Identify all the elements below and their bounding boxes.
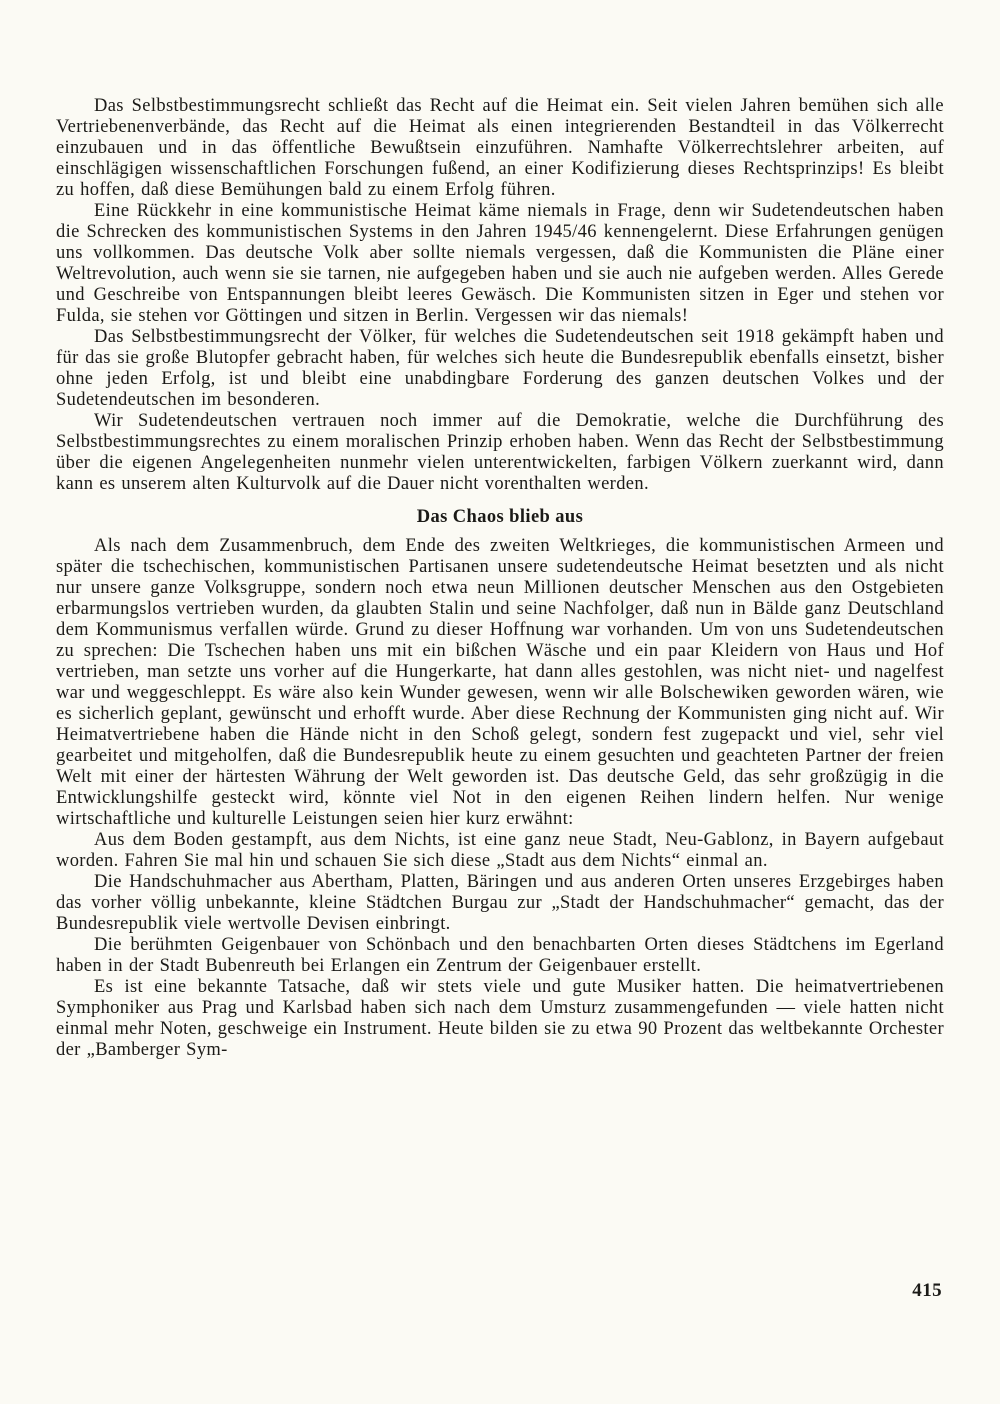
section-heading: Das Chaos blieb aus [416, 507, 584, 527]
paragraph-neu-gablonz: Aus dem Boden gestampft, aus dem Nichts, ist eine ganz neue Stadt, Neu-Gablonz, in Bayern aufgebaut worden. Fahren Sie mal hin und schauen Sie sich diese „Stadt aus dem Nichts“ einmal an. [56, 830, 944, 871]
paragraph-voelkerrecht-1918: Das Selbstbestimmungsrecht der Völker, für welches die Sudetendeutschen seit 1918 gekämpft haben und für das sie große Blutopfer gebracht haben, für welches sich heute die Bundesrepublik ebenfalls einsetzt, bisher ohne jeden Erfolg, ist und bleibt eine unabdingbare Forderung des ganzen deutschen Volkes und der Sudetendeutschen im besonderen. [56, 327, 944, 410]
paragraph-zusammenbruch: Als nach dem Zusammenbruch, dem Ende des zweiten Weltkrieges, die kommunistischen Armeen und später die tschechischen, kommunistischen Partisanen unsere sudetendeutsche Heimat besetzten und als nicht nur unsere ganze Volksgruppe, sondern noch etwa neun Millionen deutscher Menschen aus den Ostgebieten erbarmungslos vertrieben wurden, da glaubten Stalin und seine Nachfolger, daß nun in Bälde ganz Deutschland dem Kommunismus verfallen würde. Grund zu dieser Hoffnung war vorhanden. Um von uns Sudetendeutschen zu sprechen: Die Tschechen haben uns mit ein bißchen Wäsche und ein paar Kleidern von Haus und Hof vertrieben, man setzte uns vorher auf die Hungerkarte, hat dann alles gestohlen, was nicht niet- und nagelfest war und weggeschleppt. Es wäre also kein Wunder gewesen, wenn wir alle Bolschewiken geworden wären, wie es sicherlich geplant, gewünscht und erhofft wurde. Aber diese Rechnung der Kommunisten ging nicht auf. Wir Heimatvertriebene haben die Hände nicht in den Schoß gelegt, sondern fest zugepackt und viel, sehr viel gearbeitet und mitgeholfen, daß die Bundesrepublik heute zu einem gesuchten und geachteten Partner der freien Welt mit einer der härtesten Währung der Welt geworden ist. Das deutsche Geld, das sehr großzügig in die Entwicklungshilfe gesteckt wird, könnte viel Not in den eigenen Reihen lindern helfen. Nur wenige wirtschaftliche und kulturelle Leistungen seien hier kurz erwähnt: [56, 536, 944, 829]
paragraph-handschuhmacher: Die Handschuhmacher aus Abertham, Platten, Bäringen und aus anderen Orten unseres Erzgebirges haben das vorher völlig unbekannte, kleine Städtchen Burgau zur „Stadt der Handschuhmacher“ gemacht, das der Bundesrepublik viele wertvolle Devisen einbringt. [56, 872, 944, 934]
page-number: 415 [912, 1280, 942, 1301]
paragraph-geigenbauer: Die berühmten Geigenbauer von Schönbach und den benachbarten Orten dieses Städtchens im Egerland haben in der Stadt Bubenreuth bei Erlangen ein Zentrum der Geigenbauer erstellt. [56, 935, 944, 976]
paragraph-demokratie: Wir Sudetendeutschen vertrauen noch immer auf die Demokratie, welche die Durchführung des Selbstbestimmungsrechtes zu einem moralischen Prinzip erhoben haben. Wenn das Recht der Selbstbestimmung über die eigenen Angelegenheiten nunmehr vielen unterentwickelten, farbigen Völkern zuerkannt wird, dann kann es unserem alten Kulturvolk auf die Dauer nicht vorenthalten werden. [56, 411, 944, 494]
paragraph-musiker: Es ist eine bekannte Tatsache, daß wir stets viele und gute Musiker hatten. Die heimatvertriebenen Symphoniker aus Prag und Karlsbad haben sich nach dem Umsturz zusammengefunden — viele hatten nicht einmal mehr Noten, geschweige ein Instrument. Heute bilden sie zu etwa 90 Prozent das weltbekannte Orchester der „Bamberger Sym- [56, 977, 944, 1060]
body-text [56, 96, 944, 1061]
paragraph-selbstbestimmungsrecht: Das Selbstbestimmungsrecht schließt das Recht auf die Heimat ein. Seit vielen Jahren bemühen sich alle Vertriebenenverbände, das Recht auf die Heimat als einen integrierenden Bestandteil in das Völkerrecht einzubauen und in das öffentliche Bewußtsein einzuführen. Namhafte Völkerrechtslehrer arbeiten, auf einschlägigen wissenschaftlichen Forschungen fußend, an einer Kodifizierung dieses Rechtsprinzips! Es bleibt zu hoffen, daß diese Bemühungen bald zu einem Erfolg führen. [56, 96, 944, 200]
paragraph-rueckkehr: Eine Rückkehr in eine kommunistische Heimat käme niemals in Frage, denn wir Sudetendeutschen haben die Schrecken des kommunistischen Systems in den Jahren 1945/46 kennengelernt. Diese Erfahrungen genügen uns vollkommen. Das deutsche Volk aber sollte niemals vergessen, daß die Kommunisten die Pläne einer Weltrevolution, auch wenn sie sie tarnen, nie aufgegeben haben und sie auch nie aufgeben werden. Alles Gerede und Geschreibe von Entspannungen bleibt leeres Gewäsch. Die Kommunisten sitzen in Eger und stehen vor Fulda, sie stehen vor Göttingen und sitzen in Berlin. Vergessen wir das niemals! [56, 201, 944, 326]
